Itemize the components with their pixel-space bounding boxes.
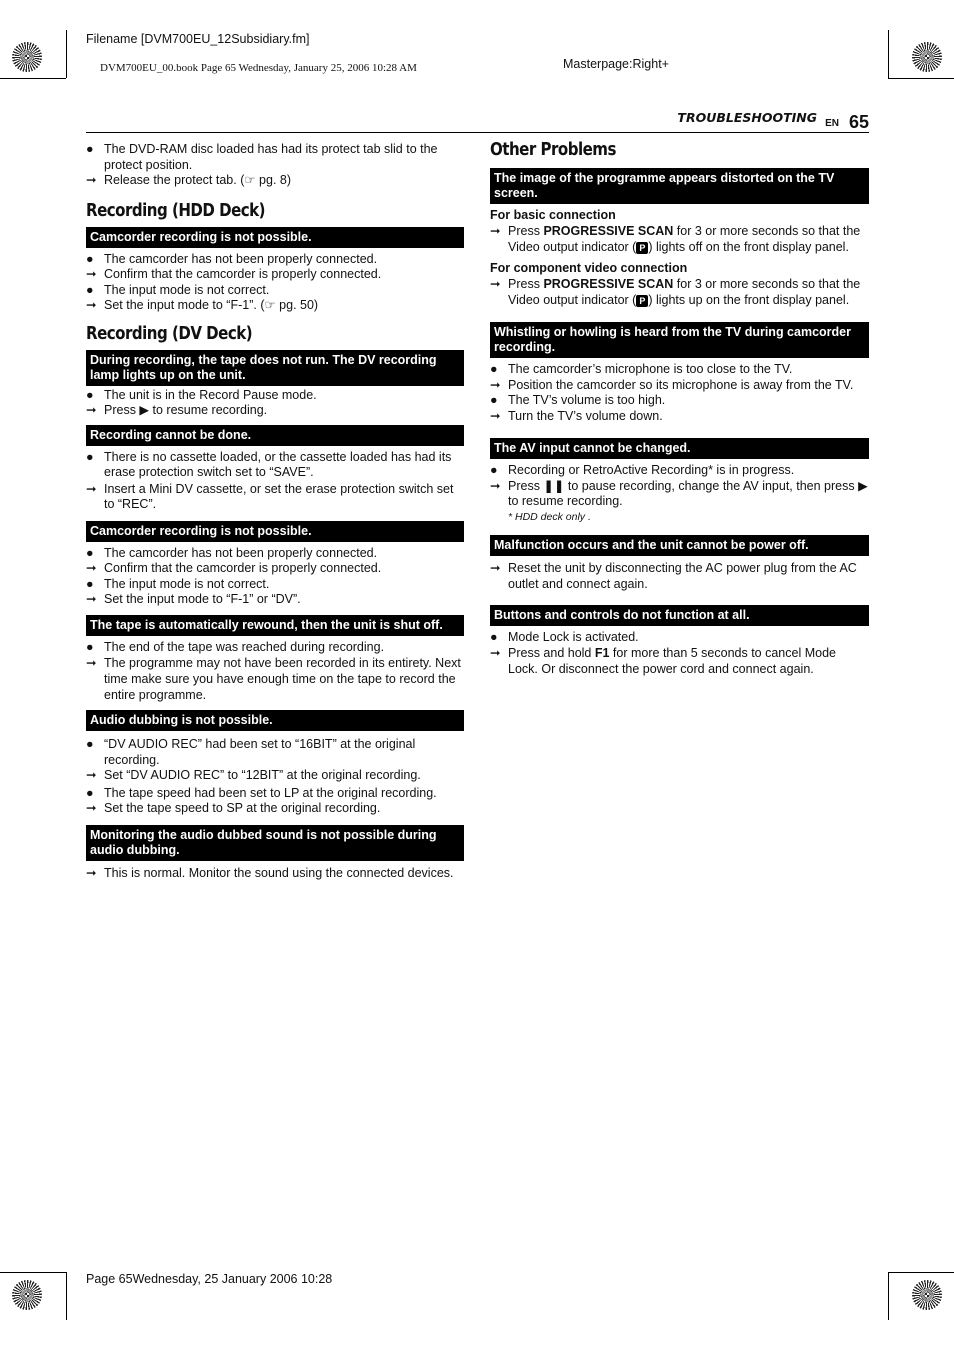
problem-list [86,388,464,419]
problem-list [86,450,464,513]
problem-list [490,463,869,524]
book-info: DVM700EU_00.book Page 65 Wednesday, January 25, 2006 10:28 AM [100,62,417,74]
crop-line [888,1272,889,1320]
problem-heading: Camcorder recording is not possible. [86,227,464,248]
problem-heading: The AV input cannot be changed. [490,438,869,459]
list-item: ● The camcorder has not been properly connected. [86,545,378,560]
list-item: ➞ Press ❚❚ to pause recording, change the AV input, then press ▶ to resume recording. [490,478,868,508]
crop-line [66,30,67,78]
problem-heading: During recording, the tape does not run. The DV recording lamp lights up on the unit. [86,350,464,386]
problem-list [86,866,464,882]
list-item: ● The DVD-RAM disc loaded has had its protect tab slid to the protect position. [86,142,438,172]
list-item: ➞ This is normal. Monitor the sound using the connected devices. [86,865,454,880]
registration-mark-top-right [912,42,942,72]
problem-list [86,640,464,704]
problem-heading: Malfunction occurs and the unit cannot be power off. [490,535,869,556]
left-column [86,140,464,881]
crop-line [888,78,954,79]
section-name: TROUBLESHOOTING [677,110,817,125]
list-item: ● Recording or RetroActive Recording* is in progress. [490,463,795,477]
list-item: ➞ Set the tape speed to SP at the original recording. [86,801,381,815]
list-item: ➞ Confirm that the camcorder is properly connected. [86,267,382,281]
problem-heading: The image of the programme appears distorted on the TV screen. [490,168,869,204]
problem-heading: Audio dubbing is not possible. [86,710,464,731]
registration-mark-top-left [12,42,42,72]
section-title-dv: Recording (DV Deck) [86,323,253,344]
problem-list [490,362,869,424]
crop-line [888,1272,954,1273]
problem-heading: Monitoring the audio dubbed sound is not possible during audio dubbing. [86,825,464,861]
list-item: ➞ Press PROGRESSIVE SCAN for 3 or more seconds so that the Video output indicator ( P ) lights off on the front display panel. [490,224,861,254]
list-item: ➞ Reset the unit by disconnecting the AC power plug from the AC outlet and connect again. [490,560,857,591]
list-item: ● The unit is in the Record Pause mode. [86,387,317,402]
section-title-hdd: Recording (HDD Deck) [86,200,266,221]
list-item: ● The input mode is not correct. [86,576,270,591]
list-item: ● The camcorder’s microphone is too close to the TV. [490,362,793,376]
list-item: ➞ Press PROGRESSIVE SCAN for 3 or more seconds so that the Video output indicator ( P ) lights up on the front display panel. [490,277,861,307]
list-item: ➞ Turn the TV’s volume down. [490,408,663,423]
right-column [490,140,869,677]
list-item: ● The camcorder has not been properly connected. [86,251,378,266]
f1-key: F1 [594,646,610,660]
list-item: ● “DV AUDIO REC” had been set to “16BIT” at the original recording. [86,737,416,767]
problem-heading: Camcorder recording is not possible. [86,521,464,542]
problem-heading: Buttons and controls do not function at all. [490,605,869,626]
filename-label: Filename [DVM700EU_12Subsidiary.fm] [86,32,310,46]
list-item: ➞ Press and hold F1 for more than 5 seconds to cancel Mode Lock. Or disconnect the power cord and connect again. [490,646,836,676]
intro-list [86,142,464,189]
video-output-indicator-icon: P [636,242,648,254]
list-item: ● The TV’s volume is too high. [490,393,666,407]
list-item: ● There is no cassette loaded, or the cassette loaded has had its erase protection switch set to “SAVE”. [86,449,452,479]
problem-list [490,630,869,678]
list-item: ➞ Confirm that the camcorder is properly connected. [86,561,382,575]
list-item: ● The input mode is not correct. [86,282,270,297]
list-item: ➞ Release the protect tab. (☞ pg. 8) [86,173,291,187]
problem-list [86,737,464,817]
crop-line [0,1272,66,1273]
problem-list [86,252,464,314]
crop-line [0,78,66,79]
section-title-other: Other Problems [490,140,616,160]
registration-mark-bottom-right [912,1280,942,1310]
list-item: ● Mode Lock is activated. [490,629,639,644]
problem-heading: Whistling or howling is heard from the TV during camcorder recording. [490,322,869,358]
list-item: ➞ Set the input mode to “F-1”. (☞ pg. 50) [86,298,319,312]
footer-date: Page 65Wednesday, 25 January 2006 10:28 [86,1272,333,1286]
running-header [86,108,869,133]
registration-mark-bottom-left [12,1280,42,1310]
crop-line [66,1272,67,1320]
progressive-scan-key: PROGRESSIVE SCAN [543,224,674,238]
list-item: ● The tape speed had been set to LP at the original recording. [86,785,437,800]
list-item: ➞ Position the camcorder so its microphone is away from the TV. [490,377,854,392]
video-output-indicator-icon: P [636,295,648,307]
component-connection-label: For component video connection [490,261,688,275]
page-number: 65 [848,112,869,132]
language-tag: EN [825,118,839,129]
problem-list [86,546,464,608]
crop-line [888,30,889,78]
list-item: ● The end of the tape was reached during recording. [86,639,385,654]
list-item: ➞ Set “DV AUDIO REC” to “12BIT” at the original recording. [86,768,421,782]
list-item: ➞ Set the input mode to “F-1” or “DV”. [86,592,301,606]
problem-heading: Recording cannot be done. [86,425,464,446]
problem-heading: The tape is automatically rewound, then the unit is shut off. [86,615,464,636]
progressive-scan-key: PROGRESSIVE SCAN [543,277,674,291]
footnote: * HDD deck only . [508,510,591,523]
problem-list [490,560,869,592]
list-item: ➞ Insert a Mini DV cassette, or set the erase protection switch set to “REC”. [86,481,454,511]
masterpage-label: Masterpage:Right+ [563,57,669,71]
basic-connection-label: For basic connection [490,208,616,222]
list-item: ➞ The programme may not have been recorded in its entirety. Next time make sure you have enough time on the tape to record the entire programme. [86,656,461,702]
list-item: ➞ Press ▶ to resume recording. [86,403,268,417]
